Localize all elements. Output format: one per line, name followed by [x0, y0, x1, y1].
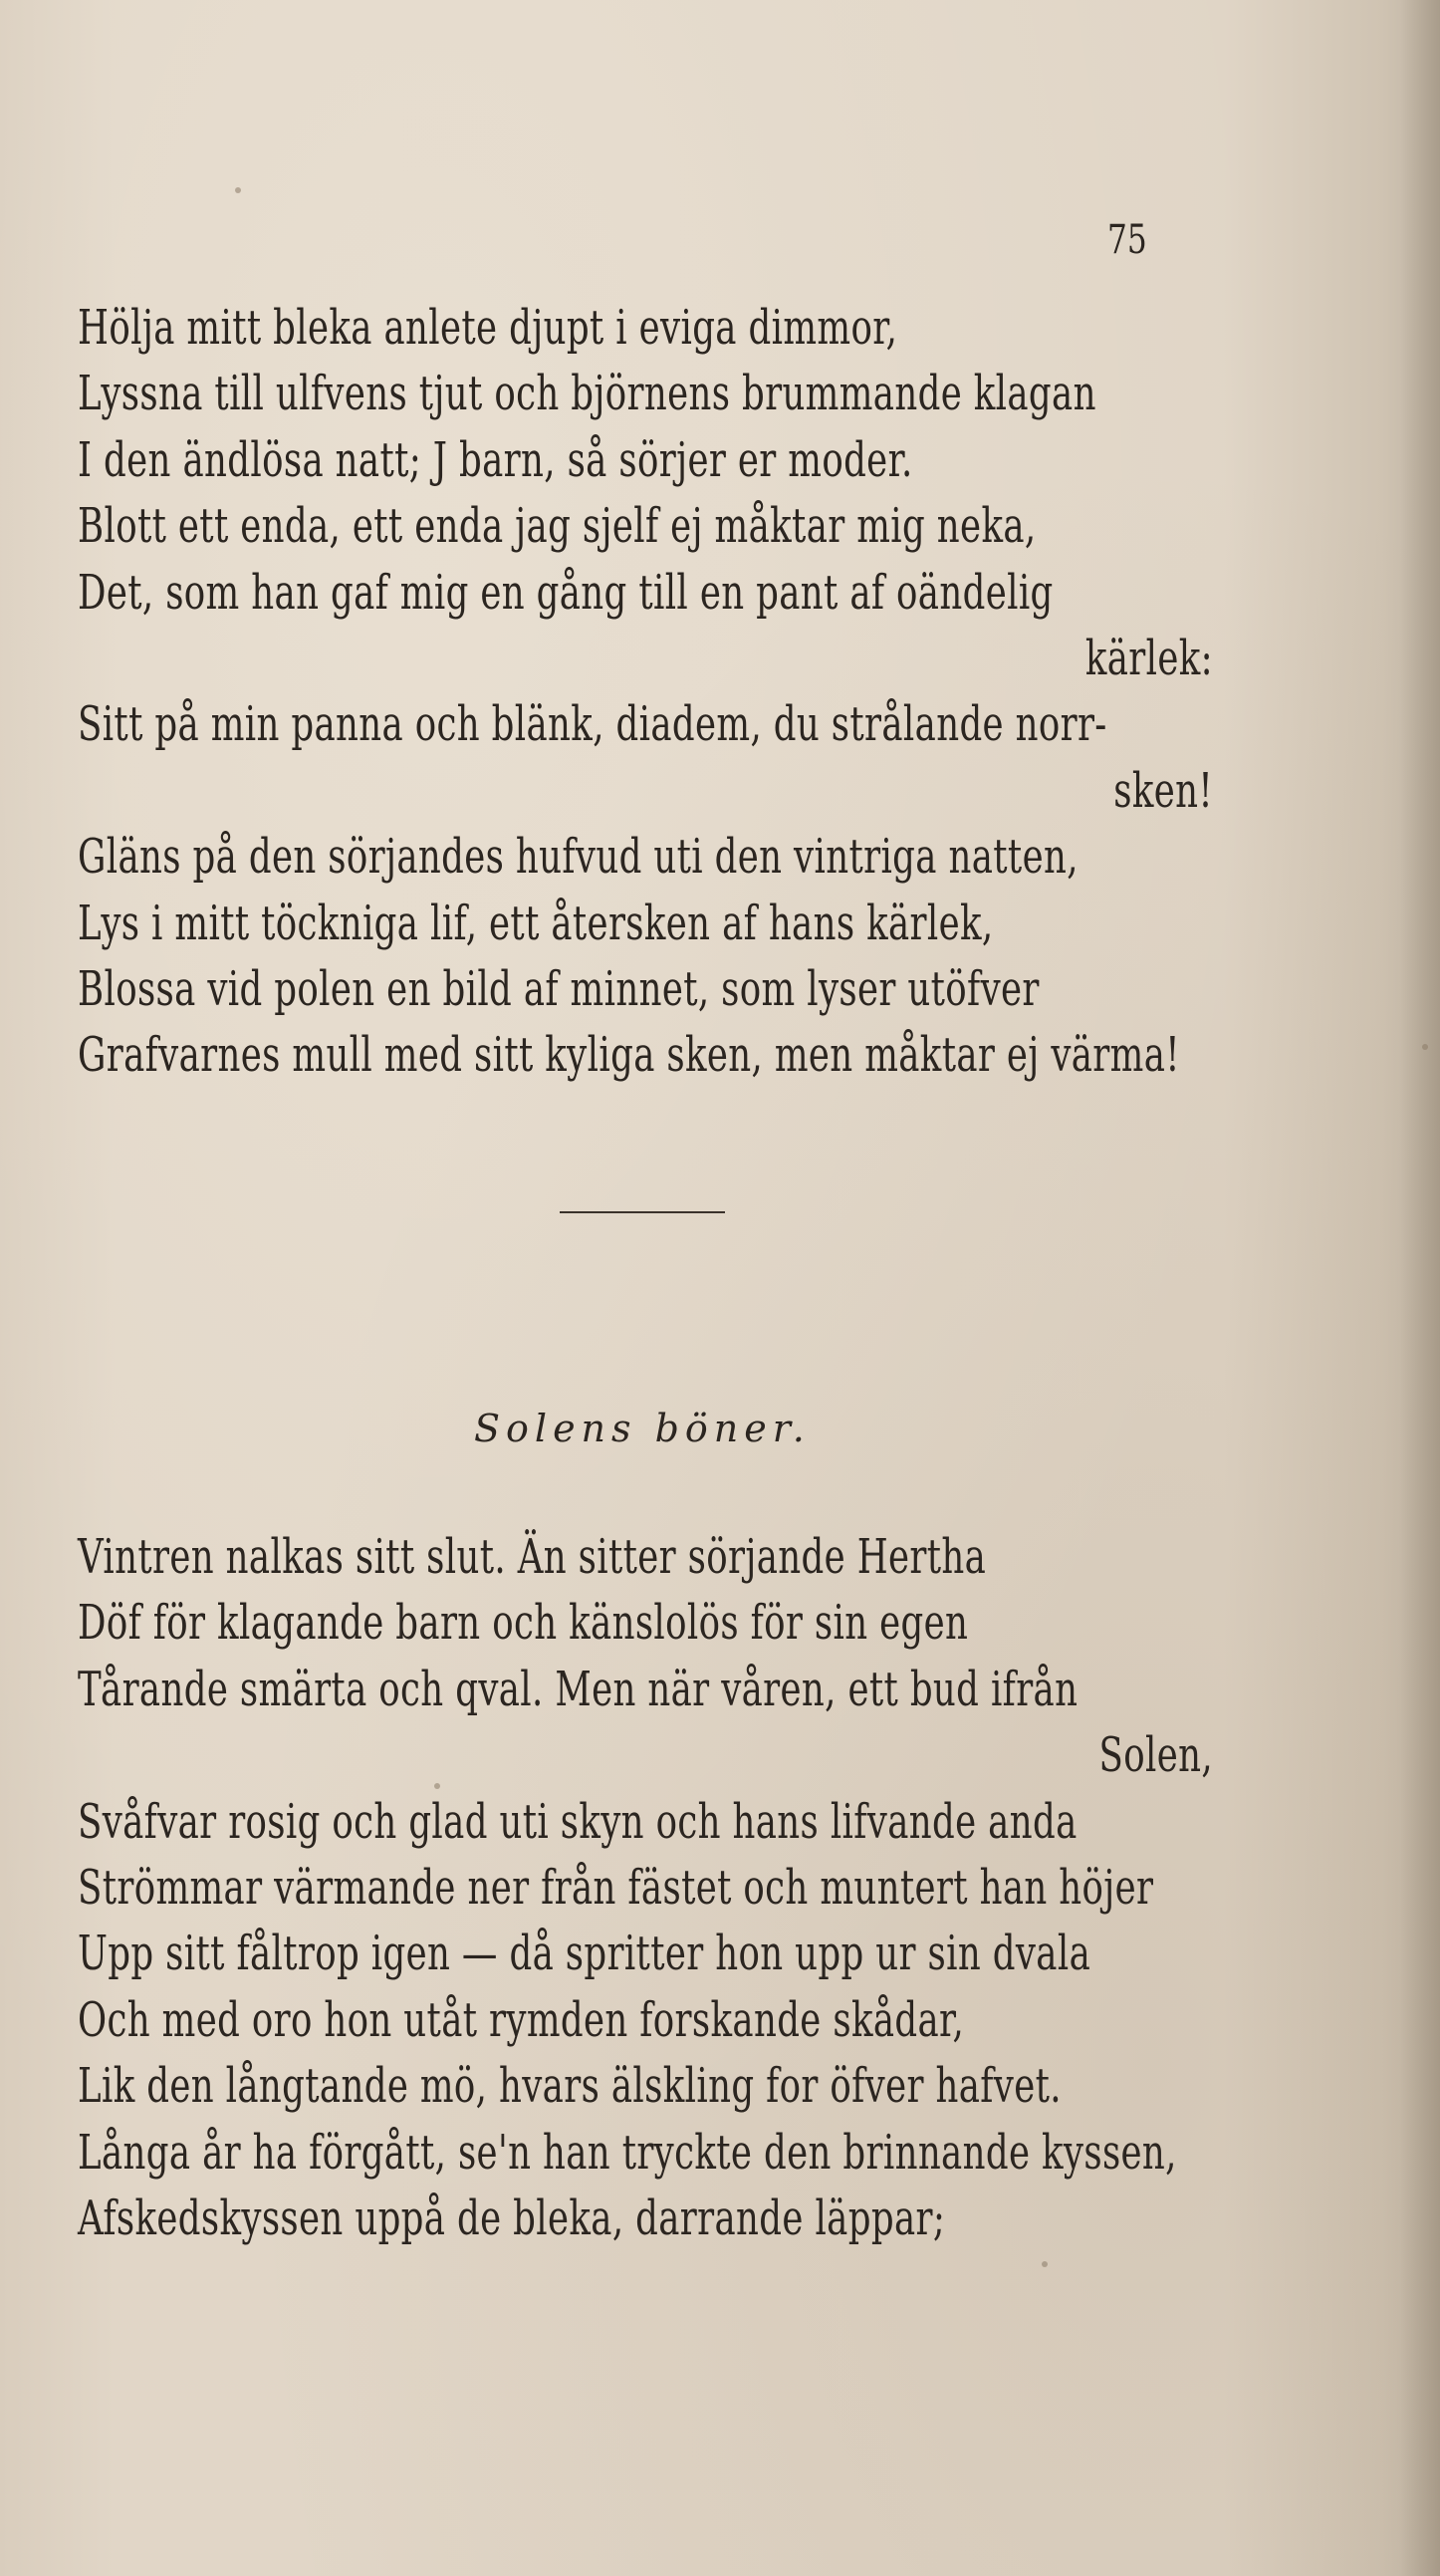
verse-line-continuation: kärlek: [1084, 630, 1213, 686]
page-number: 75 [1107, 217, 1147, 263]
verse-line: Tårande smärta och qval. Men när våren, ett bud ifrån [78, 1661, 1079, 1717]
verse-line: Lys i mitt töckniga lif, ett återsken af hans kärlek, [78, 895, 994, 951]
verse-line-continuation: Solen, [1098, 1727, 1213, 1784]
verse-line: Svåfvar rosig och glad uti skyn och hans lifvande anda [78, 1793, 1078, 1850]
verse-line: I den ändlösa natt; J barn, så sörjer er moder. [78, 431, 913, 488]
verse-line: Blossa vid polen en bild af minnet, som lyser utöfver [78, 960, 1040, 1017]
poem-title: Solens böner. [474, 1407, 811, 1450]
verse-line: Upp sitt fåltrop igen — då spritter hon upp ur sin dvala [78, 1926, 1091, 1982]
paper-speck [1042, 2261, 1048, 2267]
section-divider [560, 1211, 725, 1213]
verse-line: Afskedskyssen uppå de bleka, darrande läppar; [78, 2190, 946, 2246]
verse-line: Hölja mitt bleka anlete djupt i eviga dimmor, [78, 300, 898, 356]
verse-line: Grafvarnes mull med sitt kyliga sken, men måktar ej värma! [78, 1027, 1180, 1084]
verse-line: Det, som han gaf mig en gång till en pant af oändelig [78, 564, 1054, 621]
verse-line: Gläns på den sörjandes hufvud uti den vintriga natten, [78, 829, 1079, 886]
poem-2-verse [78, 1524, 1213, 2251]
poem-1-verse [78, 295, 1213, 1089]
verse-line: Döf för klagande barn och känslolös för sin egen [78, 1595, 969, 1652]
verse-line-continuation: sken! [1113, 762, 1213, 819]
verse-line: Och med oro hon utåt rymden forskande skådar, [78, 1991, 965, 2048]
verse-line: Lyssna till ulfvens tjut och björnens brummande klagan [78, 366, 1096, 422]
paper-speck [1422, 1044, 1428, 1050]
verse-line: Sitt på min panna och blänk, diadem, du strålande norr- [78, 696, 1107, 753]
verse-line: Långa år ha förgått, se'n han tryckte den brinnande kyssen, [78, 2124, 1177, 2181]
page-edge-shadow [1400, 0, 1440, 2576]
verse-line: Vintren nalkas sitt slut. Än sitter sörjande Hertha [78, 1529, 987, 1585]
paper-speck [235, 187, 241, 193]
verse-line: Lik den långtande mö, hvars älskling for öfver hafvet. [78, 2058, 1062, 2115]
verse-line: Strömmar värmande ner från fästet och muntert han höjer [78, 1859, 1154, 1916]
verse-line: Blott ett enda, ett enda jag sjelf ej måktar mig neka, [78, 498, 1037, 555]
paper-speck [434, 1783, 440, 1789]
